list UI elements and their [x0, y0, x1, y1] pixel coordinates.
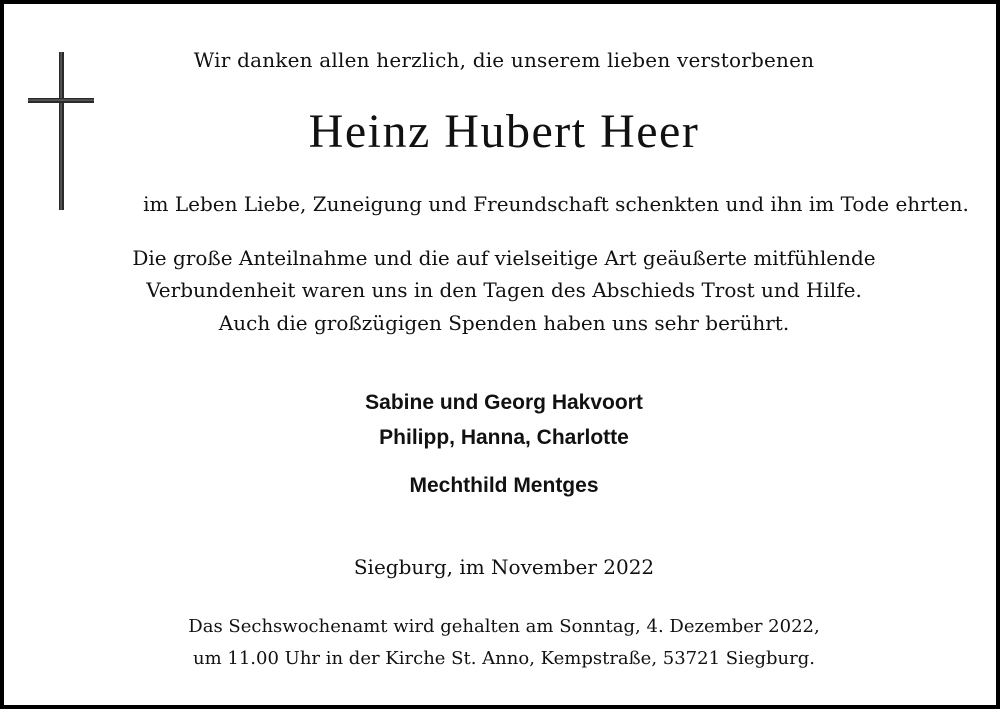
signature-line: Philipp, Hanna, Charlotte	[379, 426, 629, 449]
body-line: Verbundenheit waren uns in den Tagen des Abschieds Trost und Hilfe.	[146, 278, 862, 302]
deceased-name: Heinz Hubert Heer	[308, 105, 700, 158]
intro-text: Wir danken allen herzlich, die unserem lieben verstorbenen	[193, 48, 815, 72]
thanks-line: im Leben Liebe, Zuneigung und Freundschaft schenkten und ihn im Tode ehrten.	[143, 192, 969, 216]
service-info-line: um 11.00 Uhr in der Kirche St. Anno, Kempstraße, 53721 Siegburg.	[193, 648, 815, 669]
signature-line: Sabine und Georg Hakvoort	[365, 391, 643, 414]
place-date: Siegburg, im November 2022	[353, 555, 655, 579]
body-line: Auch die großzügigen Spenden haben uns sehr berührt.	[218, 311, 790, 335]
service-info-line: Das Sechswochenamt wird gehalten am Sonntag, 4. Dezember 2022,	[188, 616, 820, 637]
signature-line: Mechthild Mentges	[409, 474, 599, 497]
body-line: Die große Anteilnahme und die auf vielseitige Art geäußerte mitfühlende	[132, 246, 876, 270]
